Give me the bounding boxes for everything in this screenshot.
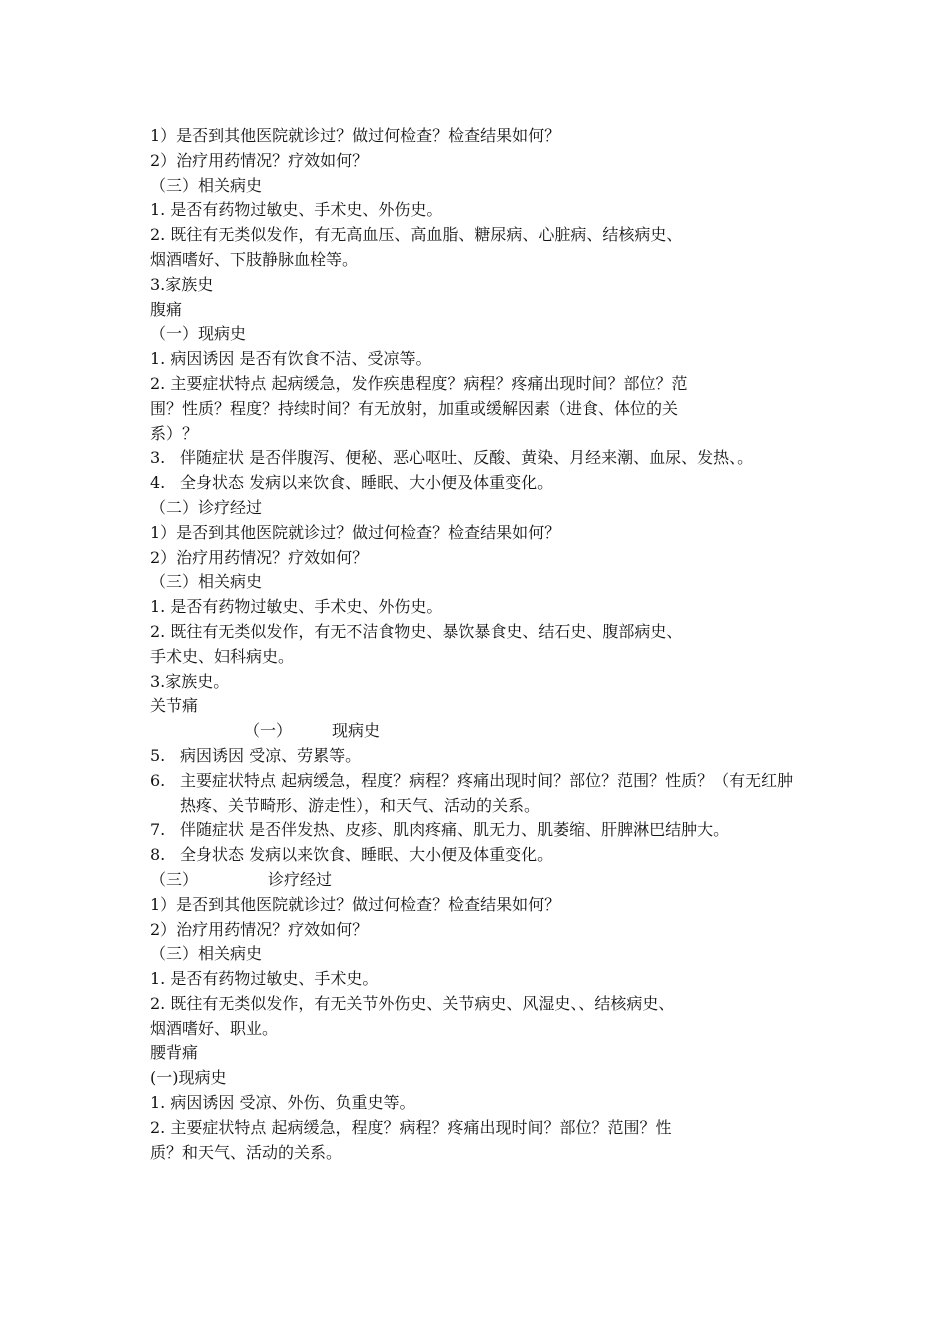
- related-history-heading: （三）相关病史: [150, 175, 263, 195]
- abdominal-item-2-line-2: 围？性质？程度？持续时间？有无放射，加重或缓解因素（进食、体位的关: [150, 398, 679, 418]
- related-history-item-2-line-2: 烟酒嗜好、下肢静脉血栓等。: [150, 249, 359, 269]
- back-item-2-line-2: 质？和天气、活动的关系。: [150, 1142, 343, 1162]
- abdominal-related-history-heading: （三）相关病史: [150, 572, 263, 592]
- joint-item-7: [150, 818, 810, 843]
- abdominal-item-2-line-1: 2. 主要症状特点 起病缓急，发作疾患程度？病程？疼痛出现时间？部位？范: [150, 373, 688, 393]
- section-title-back-pain: 腰背痛: [150, 1043, 199, 1063]
- document-body: [150, 124, 810, 1165]
- treatment-question-1: 1）是否到其他医院就诊过？做过何检查？检查结果如何？: [150, 126, 561, 145]
- abdominal-item-4: [150, 471, 810, 496]
- section-title-abdominal-pain: 腹痛: [150, 299, 183, 319]
- family-history: 3.家族史: [150, 274, 214, 294]
- joint-treatment-question-1: 1）是否到其他医院就诊过？做过何检查？检查结果如何？: [150, 894, 561, 914]
- list-text: 伴随症状 是否伴腹泻、便秘、恶心呕吐、反酸、黄染、月经来潮、血尿、发热、。: [180, 448, 754, 468]
- related-history-item-2-line-1: 2. 既往有无类似发作，有无高血压、高血脂、糖尿病、心脏病、结核病史、: [150, 225, 683, 245]
- abdominal-related-item-2-line-1: 2. 既往有无类似发作，有无不洁食物史、暴饮暴食史、结石史、腹部病史、: [150, 621, 683, 641]
- list-text: 伴随症状 是否伴发热、皮疹、肌肉疼痛、肌无力、肌萎缩、肝脾淋巴结肿大。: [180, 820, 730, 840]
- list-text: 主要症状特点 起病缓急，程度？病程？疼痛出现时间？部位？范围？性质？（有无红肿热疼、关节畸形、游走性），和天气、活动的关系。: [180, 770, 794, 815]
- abdominal-item-2-line-3: 系）？: [150, 423, 199, 443]
- joint-related-history-heading: （三）相关病史: [150, 944, 263, 964]
- abdominal-current-history-heading: （一）现病史: [150, 324, 247, 344]
- abdominal-treatment-question-2: 2）治疗用药情况？疗效如何？: [150, 547, 369, 567]
- abdominal-treatment-question-1: 1）是否到其他医院就诊过？做过何检查？检查结果如何？: [150, 522, 561, 542]
- list-number: 8.: [150, 845, 166, 865]
- abdominal-treatment-heading: （二）诊疗经过: [150, 497, 263, 517]
- list-number: 4.: [150, 473, 166, 493]
- list-text: 全身状态 发病以来饮食、睡眠、大小便及体重变化。: [180, 845, 554, 865]
- heading-label: 诊疗经过: [268, 869, 333, 889]
- heading-number: （一）: [244, 721, 293, 741]
- section-title-joint-pain: 关节痛: [150, 696, 199, 716]
- joint-item-6: [150, 769, 810, 819]
- back-current-history-heading: (一)现病史: [150, 1068, 227, 1088]
- abdominal-item-1: 1. 病因诱因 是否有饮食不洁、受凉等。: [150, 349, 432, 369]
- heading-label: 现病史: [332, 721, 381, 741]
- list-number: 6.: [150, 770, 166, 790]
- list-text: 病因诱因 受凉、劳累等。: [180, 745, 362, 765]
- abdominal-item-3: [150, 446, 810, 471]
- joint-item-8: [150, 843, 810, 868]
- abdominal-related-item-1: 1. 是否有药物过敏史、手术史、外伤史。: [150, 597, 443, 617]
- list-text: 全身状态 发病以来饮食、睡眠、大小便及体重变化。: [180, 473, 554, 493]
- joint-treatment-heading: [150, 868, 810, 893]
- joint-treatment-question-2: 2）治疗用药情况？疗效如何？: [150, 919, 369, 939]
- joint-current-history-heading: [150, 719, 810, 744]
- abdominal-related-item-2-line-2: 手术史、妇科病史。: [150, 646, 295, 666]
- list-number: 5.: [150, 745, 166, 765]
- back-item-1: 1. 病因诱因 受凉、外伤、负重史等。: [150, 1093, 416, 1113]
- abdominal-family-history: 3.家族史。: [150, 671, 230, 691]
- list-number: 7.: [150, 820, 166, 840]
- back-item-2-line-1: 2. 主要症状特点 起病缓急，程度？病程？疼痛出现时间？部位？范围？性: [150, 1117, 672, 1137]
- joint-item-5: [150, 744, 810, 769]
- treatment-question-2: 2）治疗用药情况？疗效如何？: [150, 150, 369, 170]
- list-number: 3.: [150, 448, 166, 468]
- related-history-item-1: 1. 是否有药物过敏史、手术史、外伤史。: [150, 200, 443, 220]
- joint-related-item-2-line-1: 2. 既往有无类似发作，有无关节外伤史、关节病史、风湿史、、结核病史、: [150, 993, 675, 1013]
- joint-related-item-1: 1. 是否有药物过敏史、手术史。: [150, 969, 379, 989]
- heading-number: （三）: [150, 869, 199, 889]
- joint-related-item-2-line-2: 烟酒嗜好、职业。: [150, 1018, 279, 1038]
